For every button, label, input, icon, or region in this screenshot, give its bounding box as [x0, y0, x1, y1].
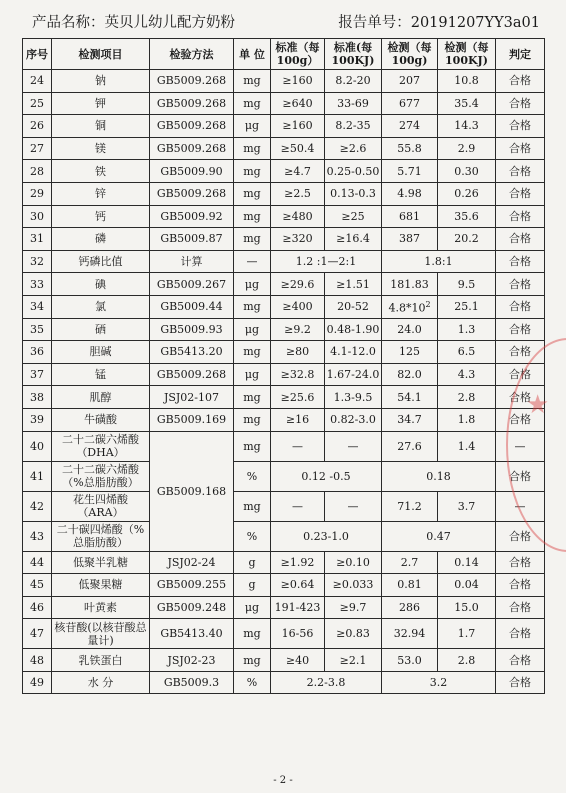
- unit: mg: [234, 295, 271, 318]
- test-method: GB5009.92: [150, 205, 234, 228]
- standard-per-100g: —: [271, 431, 325, 461]
- row-number: 44: [23, 551, 52, 574]
- row-number: 48: [23, 649, 52, 672]
- unit: mg: [234, 341, 271, 364]
- report-number: 报告单号：20191207YY3a01: [338, 15, 540, 31]
- result-per-100g: [382, 596, 438, 619]
- test-method: GB5009.44: [150, 295, 234, 318]
- unit: —: [234, 250, 271, 273]
- verdict: 合格: [496, 250, 545, 273]
- result-per-100g-value: 24.0: [397, 322, 422, 336]
- result-per-100g-value: 125: [399, 345, 420, 359]
- table-row: [23, 386, 545, 409]
- standard-per-100kj: ≥16.4: [325, 228, 382, 251]
- test-item: 低聚果糖: [52, 574, 150, 597]
- standard-per-100kj: ≥9.7: [325, 596, 382, 619]
- standard-per-100kj: 0.13-0.3: [325, 182, 382, 205]
- result-per-100kj: 1.3: [438, 318, 496, 341]
- seal-star-icon: ★: [526, 390, 550, 420]
- table-row: [23, 295, 545, 318]
- table-row: [23, 228, 545, 251]
- test-item: 钾: [52, 92, 150, 115]
- unit: mg: [234, 619, 271, 649]
- verdict: 合格: [496, 160, 545, 183]
- standard-range: 1.2 :1—2:1: [271, 250, 382, 273]
- verdict: 合格: [496, 137, 545, 160]
- test-method: GB5009.169: [150, 408, 234, 431]
- standard-per-100g: ≥480: [271, 205, 325, 228]
- test-method: GB5009.3: [150, 671, 234, 694]
- standard-per-100kj: 8.2-35: [325, 115, 382, 138]
- standard-per-100g: ≥160: [271, 115, 325, 138]
- table-row: [23, 363, 545, 386]
- header-row: [23, 39, 545, 70]
- test-item: 肌醇: [52, 386, 150, 409]
- standard-per-100g: ≥80: [271, 341, 325, 364]
- test-item: 低聚半乳糖: [52, 551, 150, 574]
- result-per-100g: [382, 431, 438, 461]
- table-row: [23, 70, 545, 93]
- test-method: GB5413.40: [150, 619, 234, 649]
- table-row: [23, 596, 545, 619]
- row-number: 27: [23, 137, 52, 160]
- result-per-100g: [382, 649, 438, 672]
- unit: mg: [234, 649, 271, 672]
- col-header-std-100kj: 标准(每100KJ): [325, 39, 382, 70]
- result-per-100kj: 25.1: [438, 295, 496, 318]
- result-per-100kj: 1.8: [438, 408, 496, 431]
- result-per-100g-value: 2.7: [400, 555, 419, 569]
- standard-per-100kj: 20-52: [325, 295, 382, 318]
- row-number: 36: [23, 341, 52, 364]
- unit: mg: [234, 386, 271, 409]
- result-per-100kj: 0.04: [438, 574, 496, 597]
- result-per-100g-value: 387: [399, 232, 420, 246]
- standard-per-100g: ≥0.64: [271, 574, 325, 597]
- table-row: [23, 461, 545, 491]
- unit: μg: [234, 115, 271, 138]
- standard-range: 0.12 -0.5: [271, 461, 382, 491]
- unit: mg: [234, 70, 271, 93]
- result-per-100g-value: 286: [399, 600, 420, 614]
- standard-per-100g: ≥160: [271, 70, 325, 93]
- result-per-100g-value: 677: [399, 96, 420, 110]
- standard-per-100g: 16-56: [271, 619, 325, 649]
- result-per-100g-value: 54.1: [397, 390, 422, 404]
- table-row: [23, 431, 545, 461]
- test-method: GB5009.268: [150, 70, 234, 93]
- page-number: - 2 -: [273, 775, 293, 786]
- test-method: 计算: [150, 250, 234, 273]
- standard-range: 0.23-1.0: [271, 521, 382, 551]
- verdict: —: [496, 431, 545, 461]
- row-number: 35: [23, 318, 52, 341]
- col-header-res-100g: 检测（每100g): [382, 39, 438, 70]
- standard-per-100g: ≥40: [271, 649, 325, 672]
- result-per-100g-value: 4.98: [397, 187, 422, 201]
- test-method: GB5413.20: [150, 341, 234, 364]
- standard-per-100kj: —: [325, 431, 382, 461]
- result-per-100g-value: 207: [399, 74, 420, 88]
- result-per-100g: [382, 205, 438, 228]
- test-item: 钠: [52, 70, 150, 93]
- standard-per-100kj: 1.67-24.0: [325, 363, 382, 386]
- row-number: 49: [23, 671, 52, 694]
- test-item: 硒: [52, 318, 150, 341]
- table-row: [23, 160, 545, 183]
- test-item: 氯: [52, 295, 150, 318]
- result-per-100g-value: 55.8: [397, 142, 422, 156]
- test-item: 磷: [52, 228, 150, 251]
- table-row: [23, 408, 545, 431]
- result-per-100g-value: 681: [399, 209, 420, 223]
- test-method: GB5009.268: [150, 363, 234, 386]
- col-header-verdict: 判定: [496, 39, 545, 70]
- col-header-unit: 单 位: [234, 39, 271, 70]
- test-method: GB5009.248: [150, 596, 234, 619]
- verdict: 合格: [496, 228, 545, 251]
- result-per-100g: [382, 182, 438, 205]
- verdict: 合格: [496, 386, 545, 409]
- unit: mg: [234, 137, 271, 160]
- result-per-100g: [382, 574, 438, 597]
- test-method: GB5009.268: [150, 182, 234, 205]
- result-per-100g-value: 5.71: [397, 164, 422, 178]
- row-number: 37: [23, 363, 52, 386]
- table-row: [23, 491, 545, 521]
- test-item: 碘: [52, 273, 150, 296]
- row-number: 47: [23, 619, 52, 649]
- result-value: 0.47: [382, 521, 496, 551]
- test-method: GB5009.93: [150, 318, 234, 341]
- test-item: 水 分: [52, 671, 150, 694]
- table-row: [23, 671, 545, 694]
- test-item: 二十二碳六烯酸（%总脂肪酸）: [52, 461, 150, 491]
- result-per-100kj: 9.5: [438, 273, 496, 296]
- result-per-100kj: 0.26: [438, 182, 496, 205]
- result-exponent: 2: [425, 300, 431, 310]
- test-method: GB5009.267: [150, 273, 234, 296]
- result-per-100g-value: 71.2: [397, 499, 422, 513]
- result-per-100g: [382, 137, 438, 160]
- result-per-100g-value: 32.94: [393, 627, 426, 641]
- verdict: 合格: [496, 461, 545, 491]
- result-value: 0.18: [382, 461, 496, 491]
- test-item: 锰: [52, 363, 150, 386]
- result-per-100kj: 20.2: [438, 228, 496, 251]
- verdict: 合格: [496, 671, 545, 694]
- standard-per-100g: ≥1.92: [271, 551, 325, 574]
- verdict: 合格: [496, 70, 545, 93]
- result-per-100kj: 1.4: [438, 431, 496, 461]
- standard-per-100g: ≥9.2: [271, 318, 325, 341]
- product-name: 产品名称：英贝儿幼儿配方奶粉: [32, 15, 235, 31]
- standard-per-100kj: ≥25: [325, 205, 382, 228]
- table-row: [23, 521, 545, 551]
- result-per-100g: [382, 273, 438, 296]
- unit: %: [234, 671, 271, 694]
- standard-per-100g: ≥25.6: [271, 386, 325, 409]
- standard-per-100kj: ≥0.10: [325, 551, 382, 574]
- test-item: 核苷酸(以核苷酸总量计): [52, 619, 150, 649]
- table-row: [23, 250, 545, 273]
- result-value: 1.8:1: [382, 250, 496, 273]
- table-row: [23, 205, 545, 228]
- row-number: 39: [23, 408, 52, 431]
- test-item: 钙: [52, 205, 150, 228]
- table-row: [23, 137, 545, 160]
- test-item: 牛磺酸: [52, 408, 150, 431]
- row-number: 40: [23, 431, 52, 461]
- result-per-100g-value: 53.0: [397, 653, 422, 667]
- unit: mg: [234, 160, 271, 183]
- col-header-method: 检验方法: [150, 39, 234, 70]
- result-per-100g: [382, 92, 438, 115]
- result-per-100g: [382, 295, 438, 318]
- result-per-100kj: 6.5: [438, 341, 496, 364]
- result-per-100g-value: 27.6: [397, 439, 422, 453]
- table-row: [23, 273, 545, 296]
- col-header-no: 序号: [23, 39, 52, 70]
- result-per-100kj: 3.7: [438, 491, 496, 521]
- row-number: 46: [23, 596, 52, 619]
- table-row: [23, 318, 545, 341]
- standard-per-100kj: 8.2-20: [325, 70, 382, 93]
- verdict: 合格: [496, 551, 545, 574]
- result-per-100g: [382, 386, 438, 409]
- verdict: 合格: [496, 92, 545, 115]
- unit: g: [234, 574, 271, 597]
- row-number: 42: [23, 491, 52, 521]
- result-per-100kj: 35.4: [438, 92, 496, 115]
- verdict: 合格: [496, 649, 545, 672]
- table-row: [23, 551, 545, 574]
- result-per-100g: [382, 318, 438, 341]
- result-per-100g-value: 34.7: [397, 413, 422, 427]
- standard-per-100kj: 4.1-12.0: [325, 341, 382, 364]
- test-method: JSJ02-107: [150, 386, 234, 409]
- result-per-100g: [382, 228, 438, 251]
- test-method: GB5009.255: [150, 574, 234, 597]
- test-item: 乳铁蛋白: [52, 649, 150, 672]
- standard-per-100kj: 33-69: [325, 92, 382, 115]
- result-per-100kj: 0.30: [438, 160, 496, 183]
- standard-per-100kj: ≥0.83: [325, 619, 382, 649]
- row-number: 43: [23, 521, 52, 551]
- row-number: 34: [23, 295, 52, 318]
- table-row: [23, 574, 545, 597]
- result-per-100g: [382, 341, 438, 364]
- standard-per-100g: ≥2.5: [271, 182, 325, 205]
- col-header-item: 检测项目: [52, 39, 150, 70]
- test-method: GB5009.268: [150, 137, 234, 160]
- standard-per-100g: ≥50.4: [271, 137, 325, 160]
- row-number: 29: [23, 182, 52, 205]
- row-number: 25: [23, 92, 52, 115]
- test-item: 二十碳四烯酸（%总脂肪酸）: [52, 521, 150, 551]
- unit: μg: [234, 596, 271, 619]
- verdict: 合格: [496, 295, 545, 318]
- standard-per-100kj: ≥0.033: [325, 574, 382, 597]
- verdict: 合格: [496, 596, 545, 619]
- verdict: 合格: [496, 318, 545, 341]
- verdict: —: [496, 491, 545, 521]
- test-method: JSJ02-24: [150, 551, 234, 574]
- result-per-100kj: 35.6: [438, 205, 496, 228]
- verdict: 合格: [496, 521, 545, 551]
- result-per-100g: [382, 491, 438, 521]
- standard-per-100kj: ≥2.6: [325, 137, 382, 160]
- col-header-std-100g: 标准（每100g）: [271, 39, 325, 70]
- result-per-100g-value: 0.81: [397, 578, 422, 592]
- unit: mg: [234, 408, 271, 431]
- verdict: 合格: [496, 408, 545, 431]
- row-number: 31: [23, 228, 52, 251]
- standard-per-100g: ≥640: [271, 92, 325, 115]
- result-per-100kj: 2.8: [438, 386, 496, 409]
- standard-per-100g: ≥400: [271, 295, 325, 318]
- test-item: 花生四烯酸（ARA）: [52, 491, 150, 521]
- row-number: 38: [23, 386, 52, 409]
- unit: μg: [234, 318, 271, 341]
- verdict: 合格: [496, 574, 545, 597]
- unit: mg: [234, 92, 271, 115]
- standard-per-100g: 191-423: [271, 596, 325, 619]
- standard-per-100kj: 0.82-3.0: [325, 408, 382, 431]
- standard-per-100g: ≥16: [271, 408, 325, 431]
- result-per-100kj: 1.7: [438, 619, 496, 649]
- result-per-100kj: 14.3: [438, 115, 496, 138]
- test-item: 铁: [52, 160, 150, 183]
- standard-per-100kj: ≥1.51: [325, 273, 382, 296]
- test-item: 锌: [52, 182, 150, 205]
- result-per-100g-value: 82.0: [397, 368, 422, 382]
- row-number: 24: [23, 70, 52, 93]
- result-per-100g-value: 4.8*10: [388, 302, 426, 316]
- table-row: [23, 341, 545, 364]
- result-per-100g: [382, 619, 438, 649]
- standard-per-100kj: 1.3-9.5: [325, 386, 382, 409]
- test-method: GB5009.268: [150, 92, 234, 115]
- unit: %: [234, 461, 271, 491]
- test-item: 胆碱: [52, 341, 150, 364]
- verdict: 合格: [496, 341, 545, 364]
- result-per-100g: [382, 160, 438, 183]
- result-per-100g-value: 274: [399, 119, 420, 133]
- standard-per-100kj: 0.25-0.50: [325, 160, 382, 183]
- verdict: 合格: [496, 363, 545, 386]
- verdict: 合格: [496, 205, 545, 228]
- unit: g: [234, 551, 271, 574]
- test-method: JSJ02-23: [150, 649, 234, 672]
- unit: mg: [234, 182, 271, 205]
- unit: mg: [234, 431, 271, 461]
- row-number: 45: [23, 574, 52, 597]
- test-item: 钙磷比值: [52, 250, 150, 273]
- row-number: 33: [23, 273, 52, 296]
- result-value: 3.2: [382, 671, 496, 694]
- verdict: 合格: [496, 273, 545, 296]
- result-per-100g: [382, 115, 438, 138]
- standard-range: 2.2-3.8: [271, 671, 382, 694]
- standard-per-100g: ≥4.7: [271, 160, 325, 183]
- table-row: [23, 92, 545, 115]
- verdict: 合格: [496, 182, 545, 205]
- standard-per-100kj: 0.48-1.90: [325, 318, 382, 341]
- result-per-100kj: 10.8: [438, 70, 496, 93]
- table-row: [23, 619, 545, 649]
- result-per-100g: [382, 70, 438, 93]
- test-method: GB5009.90: [150, 160, 234, 183]
- test-item: 铜: [52, 115, 150, 138]
- unit: %: [234, 521, 271, 551]
- unit: mg: [234, 228, 271, 251]
- table-row: [23, 182, 545, 205]
- row-number: 32: [23, 250, 52, 273]
- standard-per-100g: ≥29.6: [271, 273, 325, 296]
- row-number: 28: [23, 160, 52, 183]
- standard-per-100g: —: [271, 491, 325, 521]
- standard-per-100kj: —: [325, 491, 382, 521]
- result-per-100kj: 2.9: [438, 137, 496, 160]
- test-item: 镁: [52, 137, 150, 160]
- result-per-100kj: 15.0: [438, 596, 496, 619]
- standard-per-100g: ≥32.8: [271, 363, 325, 386]
- result-per-100g-value: 181.83: [390, 277, 429, 291]
- result-per-100g: [382, 551, 438, 574]
- verdict: 合格: [496, 619, 545, 649]
- unit: μg: [234, 273, 271, 296]
- test-item: 叶黄素: [52, 596, 150, 619]
- test-method: GB5009.87: [150, 228, 234, 251]
- test-item: 二十二碳六烯酸（DHA）: [52, 431, 150, 461]
- report-header: [32, 11, 540, 33]
- verdict: 合格: [496, 115, 545, 138]
- row-number: 41: [23, 461, 52, 491]
- row-number: 30: [23, 205, 52, 228]
- standard-per-100g: ≥320: [271, 228, 325, 251]
- result-per-100kj: 4.3: [438, 363, 496, 386]
- standard-per-100kj: ≥2.1: [325, 649, 382, 672]
- test-results-table: [22, 38, 545, 694]
- test-method: GB5009.168: [150, 431, 234, 551]
- table-row: [23, 649, 545, 672]
- result-per-100g: [382, 363, 438, 386]
- result-per-100kj: 2.8: [438, 649, 496, 672]
- unit: mg: [234, 491, 271, 521]
- col-header-res-100kj: 检测（每100KJ): [438, 39, 496, 70]
- unit: mg: [234, 205, 271, 228]
- unit: μg: [234, 363, 271, 386]
- result-per-100g: [382, 408, 438, 431]
- table-row: [23, 115, 545, 138]
- row-number: 26: [23, 115, 52, 138]
- result-per-100kj: 0.14: [438, 551, 496, 574]
- test-method: GB5009.268: [150, 115, 234, 138]
